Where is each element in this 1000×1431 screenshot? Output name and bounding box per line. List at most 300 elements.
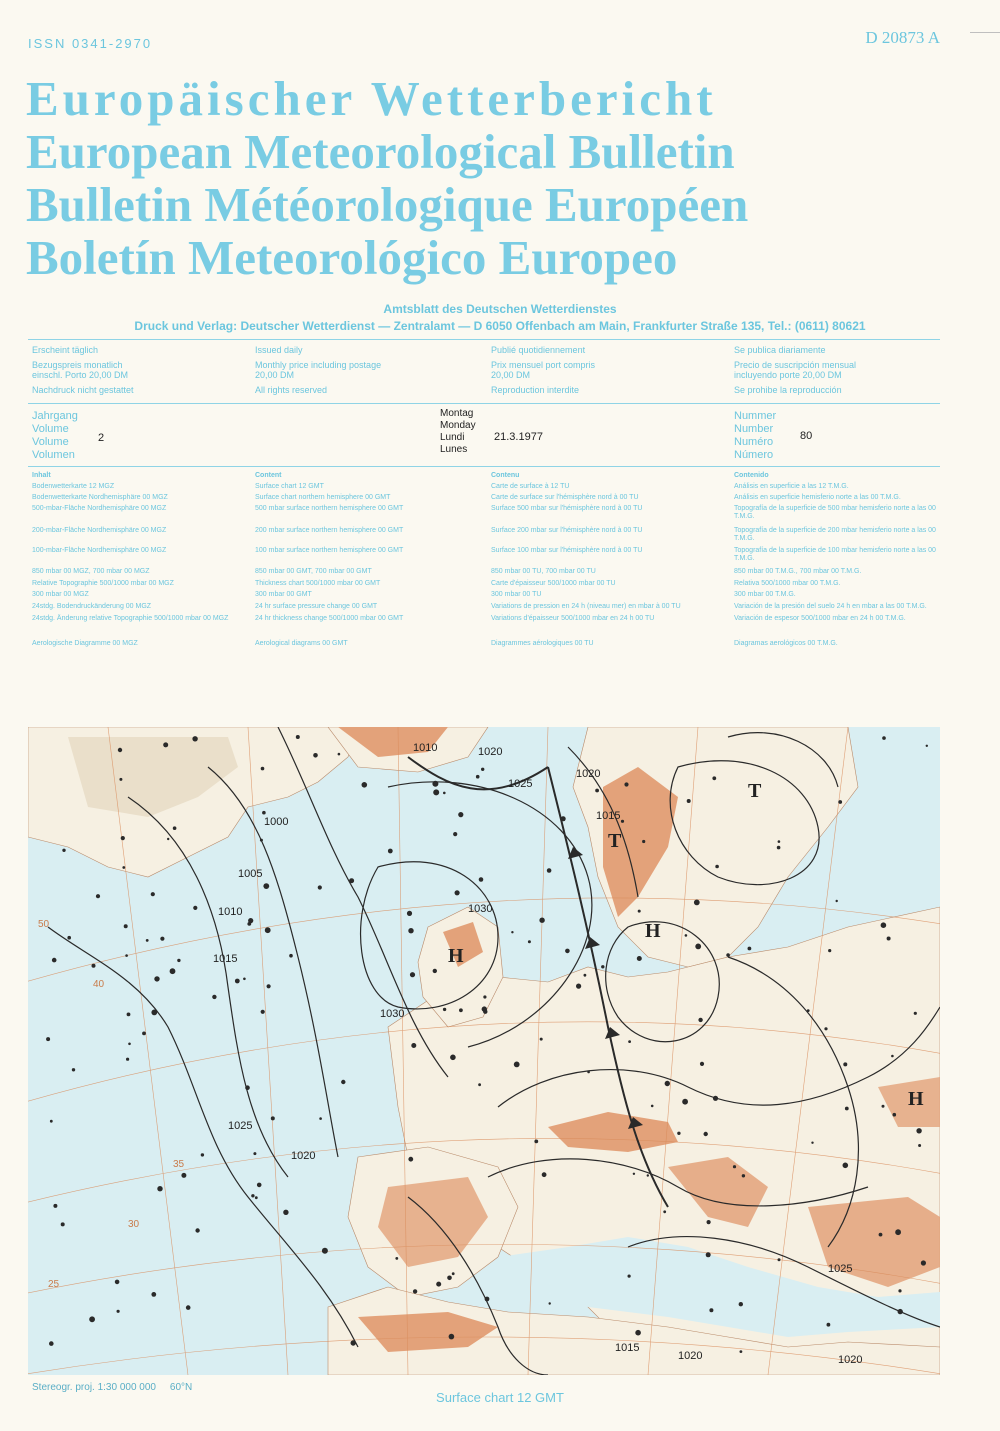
number-label: Number	[734, 423, 774, 435]
station-marker	[61, 1222, 65, 1226]
station-marker	[916, 1128, 921, 1133]
station-marker	[698, 1018, 702, 1022]
station-marker	[483, 995, 486, 998]
contents-header: Content	[255, 472, 282, 479]
day-label: Lunes	[440, 444, 468, 455]
isobar-label: 1010	[218, 906, 243, 918]
lat-label: 40	[93, 979, 105, 990]
edge-line	[970, 32, 1000, 33]
station-marker	[595, 789, 599, 793]
station-marker	[647, 1174, 649, 1176]
station-marker	[235, 979, 240, 984]
info-line: Monthly price including postage 20,00 DM	[255, 360, 382, 380]
station-marker	[891, 1055, 894, 1058]
station-marker	[459, 1008, 463, 1012]
station-marker	[262, 811, 266, 815]
station-marker	[665, 1081, 670, 1086]
station-marker	[410, 972, 415, 977]
divider	[28, 403, 940, 404]
station-marker	[926, 745, 928, 747]
station-marker	[879, 1233, 883, 1237]
station-marker	[694, 900, 700, 906]
station-marker	[898, 1289, 901, 1292]
station-marker	[528, 940, 531, 943]
contents-item: Carte de surface sur l'hémisphère nord à 00 TU	[491, 494, 639, 501]
station-marker	[642, 840, 645, 843]
volume-label: Volume	[32, 436, 69, 448]
station-marker	[181, 1173, 186, 1178]
contents-header: Contenu	[491, 472, 520, 479]
contents-item: Surface 500 mbar sur l'hémisphère nord à 00 TU	[491, 505, 643, 512]
station-marker	[549, 1302, 551, 1304]
station-marker	[318, 885, 322, 889]
station-marker	[128, 1043, 131, 1046]
station-marker	[443, 792, 446, 795]
station-marker	[432, 781, 438, 787]
station-marker	[824, 1027, 827, 1030]
contents-item: 200 mbar surface northern hemisphere 00 GMT	[255, 527, 404, 534]
station-marker	[893, 1113, 897, 1117]
isobar-label: 1015	[213, 953, 238, 965]
lat-label: 50	[38, 919, 50, 930]
station-marker	[247, 922, 251, 926]
title-german: Europäischer Wetterbericht	[26, 71, 717, 126]
station-marker	[72, 1068, 75, 1071]
station-marker	[887, 937, 891, 941]
isobar-label: 1010	[413, 742, 438, 754]
station-marker	[351, 1340, 356, 1345]
station-marker	[449, 1334, 455, 1340]
contents-item: 24stdg. Bodendruckänderung 00 MGZ	[32, 603, 152, 610]
station-marker	[777, 846, 781, 850]
title-french: Bulletin Météorologique Européen	[26, 177, 749, 232]
station-marker	[712, 776, 716, 780]
station-marker	[177, 959, 180, 962]
contents-item: Bodenwetterkarte 12 MGZ	[32, 483, 115, 490]
contents-spanish	[734, 472, 936, 647]
map-canvas	[28, 727, 940, 1375]
projection-text: Stereogr. proj. 1:30 000 000	[32, 1382, 156, 1393]
station-marker	[127, 1013, 131, 1017]
station-marker	[46, 1037, 50, 1041]
isobar-label: 1025	[828, 1263, 853, 1275]
station-marker	[918, 1144, 921, 1147]
contents-item: Variación de la presión del suelo 24 h en mbar a las 00 T.M.G.	[734, 603, 927, 610]
station-marker	[349, 878, 354, 883]
title-english: European Meteorological Bulletin	[26, 124, 735, 179]
station-marker	[576, 984, 581, 989]
station-marker	[715, 865, 719, 869]
station-marker	[539, 918, 544, 923]
station-marker	[453, 832, 457, 836]
station-marker	[265, 927, 271, 933]
number-label: Nummer	[734, 410, 777, 422]
station-marker	[547, 868, 552, 873]
station-marker	[154, 976, 159, 981]
station-marker	[726, 953, 730, 957]
station-marker	[407, 911, 412, 916]
station-marker	[514, 1062, 520, 1068]
station-marker	[882, 1105, 885, 1108]
number-labels	[734, 410, 776, 462]
station-marker	[828, 949, 831, 952]
divider	[28, 466, 940, 467]
station-marker	[126, 1058, 129, 1061]
volume-label: Jahrgang	[32, 410, 78, 422]
station-marker	[53, 1204, 57, 1208]
contents-item: Surface chart northern hemisphere 00 GMT	[255, 494, 391, 501]
info-line: All rights reserved	[255, 385, 328, 395]
contents-item: Diagramas aerológicos 00 T.M.G.	[734, 640, 838, 647]
contents-header: Inhalt	[32, 472, 51, 479]
contents-item: Bodenwetterkarte Nordhemisphäre 00 MGZ	[32, 494, 168, 501]
station-marker	[257, 1183, 262, 1188]
contents-german	[32, 472, 229, 647]
contents-item: Thickness chart 500/1000 mbar 00 GMT	[255, 580, 381, 587]
station-marker	[115, 1280, 120, 1285]
contents-item: 500 mbar surface northern hemisphere 00 GMT	[255, 505, 404, 512]
station-marker	[192, 736, 197, 741]
station-marker	[483, 1010, 487, 1014]
volume-value: 2	[98, 432, 105, 444]
station-marker	[778, 840, 781, 843]
isobar-label: 1020	[576, 768, 601, 780]
station-marker	[253, 1152, 256, 1155]
high-pressure-marker: H	[448, 945, 464, 967]
station-marker	[713, 1096, 718, 1101]
volume-labels	[32, 410, 78, 462]
volume-label: Volumen	[32, 449, 75, 461]
station-marker	[663, 1210, 666, 1213]
contents-item: Surface 100 mbar sur l'hémisphère nord à 00 TU	[491, 547, 643, 554]
info-line: Publié quotidiennement	[491, 345, 586, 355]
volume-label: Volume	[32, 423, 69, 435]
issn: ISSN 0341-2970	[28, 36, 153, 51]
station-marker	[433, 969, 437, 973]
station-marker	[843, 1163, 849, 1169]
contents-item: Análisis en superficie a las 12 T.M.G.	[734, 483, 849, 490]
publisher-line: Druck und Verlag: Deutscher Wetterdienst — Zentralamt — D 6050 Offenbach am Main, Frankfurter Straße 135, Tel.: (0611) 80621	[134, 319, 866, 333]
contents-item: 100 mbar surface northern hemisphere 00 GMT	[255, 547, 404, 554]
station-marker	[450, 1055, 456, 1061]
contents-item: Aerologische Diagramme 00 MGZ	[32, 640, 138, 647]
station-marker	[322, 1248, 328, 1254]
station-marker	[709, 1308, 713, 1312]
contents-item: Variations de pression en 24 h (niveau mer) en mbar à 00 TU	[491, 603, 681, 610]
station-marker	[704, 1132, 708, 1136]
station-marker	[485, 1297, 490, 1302]
station-marker	[289, 954, 293, 958]
contents-item: Relativa 500/1000 mbar 00 T.M.G.	[734, 580, 841, 587]
station-marker	[511, 931, 513, 933]
station-marker	[201, 1153, 204, 1156]
station-marker	[263, 883, 269, 889]
station-marker	[739, 1302, 743, 1306]
station-marker	[195, 1228, 199, 1232]
contents-item: 850 mbar 00 GMT, 700 mbar 00 GMT	[255, 568, 372, 575]
station-marker	[121, 836, 125, 840]
info-german	[32, 345, 262, 400]
station-marker	[447, 1276, 452, 1281]
info-line: Precio de suscripción mensual incluyendo porte 20,00 DM	[734, 360, 857, 380]
station-marker	[157, 1186, 162, 1191]
station-marker	[151, 892, 155, 896]
lat-label: 25	[48, 1279, 60, 1290]
station-marker	[89, 1316, 95, 1322]
station-marker	[193, 906, 197, 910]
station-marker	[534, 1140, 538, 1144]
station-marker	[748, 947, 752, 951]
info-french	[491, 345, 721, 400]
station-marker	[601, 965, 604, 968]
info-line: Nachdruck nicht gestattet	[32, 385, 134, 395]
title-block	[26, 72, 946, 284]
station-marker	[119, 778, 122, 781]
station-marker	[62, 849, 65, 852]
map-caption: Surface chart 12 GMT	[436, 1390, 564, 1405]
station-marker	[476, 775, 480, 779]
station-marker	[124, 924, 128, 928]
contents-item: Variations d'épaisseur 500/1000 mbar en 24 h 00 TU	[491, 615, 655, 622]
station-marker	[271, 1116, 275, 1120]
station-marker	[186, 1305, 191, 1310]
isobar-label: 1030	[380, 1008, 405, 1020]
contents-item: 850 mbar 00 TU, 700 mbar 00 TU	[491, 568, 596, 575]
number-label: Numéro	[734, 436, 774, 448]
contents-item: Variación de espesor 500/1000 mbar en 24 h 00 T.M.G.	[734, 615, 906, 622]
station-marker	[740, 1350, 743, 1353]
station-marker	[481, 768, 484, 771]
station-marker	[836, 900, 838, 902]
contents-item: Diagrammes aérologiques 00 TU	[491, 640, 594, 647]
station-marker	[633, 1173, 635, 1175]
station-marker	[881, 922, 887, 928]
station-marker	[707, 1220, 711, 1224]
station-marker	[807, 1009, 810, 1012]
station-marker	[695, 944, 701, 950]
station-marker	[173, 826, 177, 830]
contents-item: Topografía de la superficie de 500 mbar hemisferio norte a las 00 T.M.G.	[734, 505, 936, 520]
isobar-label: 1020	[678, 1350, 703, 1362]
station-marker	[827, 1323, 831, 1327]
contents-item: 850 mbar 00 T.M.G., 700 mbar 00 T.M.G.	[734, 568, 862, 575]
station-marker	[283, 1210, 288, 1215]
contents-item: Relative Topographie 500/1000 mbar 00 MGZ	[32, 580, 174, 587]
contents-item: Carte de surface à 12 TU	[491, 483, 570, 490]
station-marker	[443, 1008, 446, 1011]
station-marker	[118, 748, 122, 752]
station-marker	[455, 890, 460, 895]
contents-item: 300 mbar 00 GMT	[255, 591, 312, 598]
station-marker	[341, 1080, 345, 1084]
station-marker	[338, 753, 341, 756]
station-marker	[296, 735, 300, 739]
day-label: Montag	[440, 408, 474, 419]
contents-item: 300 mbar 00 TU	[491, 591, 542, 598]
station-marker	[362, 782, 368, 788]
station-marker	[898, 1309, 903, 1314]
station-marker	[687, 799, 691, 803]
contents-item: 24 hr surface pressure change 00 GMT	[255, 603, 378, 610]
station-marker	[151, 1292, 156, 1297]
number-label: Número	[734, 449, 774, 461]
info-line: Reproduction interdite	[491, 385, 580, 395]
station-marker	[49, 1341, 54, 1346]
info-spanish	[734, 345, 964, 400]
info-line: Prix mensuel port compris 20,00 DM	[491, 360, 596, 380]
station-marker	[146, 939, 149, 942]
day-label: Lundi	[440, 432, 465, 443]
surface-chart-map	[28, 727, 940, 1375]
contents-header: Contenido	[734, 472, 769, 479]
station-marker	[125, 954, 128, 957]
contents-item: 300 mbar 00 MGZ	[32, 591, 89, 598]
day-labels	[440, 408, 476, 456]
contents-item: 24 hr thickness change 500/1000 mbar 00 GMT	[255, 615, 404, 622]
station-marker	[682, 1099, 688, 1105]
station-marker	[565, 949, 570, 954]
station-marker	[838, 800, 842, 804]
station-marker	[92, 964, 96, 968]
contents-item: Aerological diagrams 00 GMT	[255, 640, 348, 647]
contents-item: 300 mbar 00 T.M.G.	[734, 591, 796, 598]
contents-french	[491, 472, 681, 647]
station-marker	[167, 838, 169, 840]
station-marker	[651, 1105, 654, 1108]
station-marker	[882, 736, 886, 740]
station-marker	[843, 1062, 847, 1066]
info-line: Se publica diariamente	[734, 345, 826, 355]
issue-number: 80	[800, 430, 813, 442]
isobar-label: 1000	[264, 816, 289, 828]
contents-item: Topografía de la superficie de 200 mbar hemisferio norte a las 00 T.M.G.	[734, 527, 936, 542]
contents-item: 24stdg. Änderung relative Topographie 500/1000 mbar 00 MGZ	[32, 615, 229, 622]
low-pressure-marker: T	[608, 830, 622, 852]
info-line: Bezugspreis monatlich einschl. Porto 20,00 DM	[32, 360, 129, 380]
station-marker	[624, 782, 628, 786]
contents-item: Topografía de la superficie de 100 mbar hemisferio norte a las 00 T.M.G.	[734, 547, 936, 562]
isobar-label: 1020	[291, 1150, 316, 1162]
info-line: Se prohibe la reproducción	[734, 385, 842, 395]
station-marker	[742, 1174, 745, 1177]
info-line: Issued daily	[255, 345, 303, 355]
station-marker	[733, 1165, 736, 1168]
contents-item: Surface chart 12 GMT	[255, 483, 324, 490]
title-spanish: Boletín Meteorológico Europeo	[26, 230, 678, 285]
station-marker	[408, 1157, 413, 1162]
station-marker	[638, 910, 641, 913]
station-marker	[635, 1330, 641, 1336]
contents-english	[255, 472, 404, 647]
lat-label: 30	[128, 1219, 140, 1230]
contents-item: 200-mbar-Fläche Nordhemisphäre 00 MGZ	[32, 527, 167, 534]
station-marker	[243, 978, 246, 981]
station-marker	[408, 928, 413, 933]
station-marker	[778, 1258, 781, 1261]
station-marker	[677, 1132, 680, 1135]
station-marker	[255, 1196, 258, 1199]
station-marker	[260, 839, 263, 842]
contents-item: 500-mbar-Fläche Nordhemisphäre 00 MGZ	[32, 505, 167, 512]
contents-item: 850 mbar 00 MGZ, 700 mbar 00 MGZ	[32, 568, 150, 575]
station-marker	[261, 1010, 265, 1014]
lat-label: 35	[173, 1159, 185, 1170]
station-marker	[914, 1012, 917, 1015]
station-marker	[436, 1282, 441, 1287]
info-english	[255, 345, 485, 400]
station-marker	[478, 1083, 481, 1086]
station-marker	[542, 1172, 547, 1177]
station-marker	[122, 866, 125, 869]
station-marker	[584, 974, 587, 977]
info-line: Erscheint täglich	[32, 345, 99, 355]
isobar-label: 1030	[468, 903, 493, 915]
station-marker	[413, 1289, 417, 1293]
station-marker	[395, 1257, 398, 1260]
station-marker	[921, 1260, 926, 1265]
station-marker	[628, 1275, 631, 1278]
isobar-label: 1020	[478, 746, 503, 758]
official-gazette-line: Amtsblatt des Deutschen Wetterdienstes	[383, 302, 617, 316]
station-marker	[96, 894, 100, 898]
station-marker	[895, 1229, 901, 1235]
contents-item: Surface 200 mbar sur l'hémisphère nord à 00 TU	[491, 527, 643, 534]
station-marker	[452, 1272, 455, 1275]
station-marker	[52, 958, 57, 963]
station-marker	[142, 1032, 146, 1036]
station-marker	[50, 1120, 53, 1123]
station-marker	[411, 1043, 416, 1048]
latitude-text: 60°N	[169, 1382, 193, 1393]
station-marker	[245, 1085, 250, 1090]
station-marker	[587, 1071, 590, 1074]
station-marker	[637, 956, 642, 961]
isobar-label: 1025	[508, 778, 533, 790]
contents-item: Carte d'épaisseur 500/1000 mbar 00 TU	[491, 580, 616, 587]
station-marker	[251, 1194, 254, 1197]
document-id: D 20873 A	[865, 28, 940, 47]
contents-item: 100-mbar-Fläche Nordhemisphäre 00 MGZ	[32, 547, 167, 554]
station-marker	[170, 968, 176, 974]
station-marker	[540, 1038, 543, 1041]
station-marker	[151, 1010, 157, 1016]
day-label: Monday	[440, 420, 476, 431]
station-marker	[433, 789, 439, 795]
station-marker	[700, 1062, 704, 1066]
station-marker	[561, 816, 566, 821]
station-marker	[479, 877, 484, 882]
low-pressure-marker: T	[748, 780, 762, 802]
station-marker	[267, 984, 271, 988]
station-marker	[706, 1252, 711, 1257]
isobar-label: 1015	[596, 810, 621, 822]
station-marker	[628, 1040, 631, 1043]
high-pressure-marker: H	[645, 920, 661, 942]
isobar-label: 1015	[615, 1342, 640, 1354]
station-marker	[160, 937, 164, 941]
station-marker	[212, 995, 216, 999]
isobar-label: 1025	[228, 1120, 253, 1132]
station-marker	[845, 1107, 849, 1111]
isobar-label: 1005	[238, 868, 263, 880]
station-marker	[117, 1310, 120, 1313]
station-marker	[388, 849, 393, 854]
isobar-label: 1020	[838, 1354, 863, 1366]
station-marker	[67, 936, 71, 940]
station-marker	[319, 1117, 322, 1120]
station-marker	[313, 753, 318, 758]
station-marker	[261, 767, 265, 771]
